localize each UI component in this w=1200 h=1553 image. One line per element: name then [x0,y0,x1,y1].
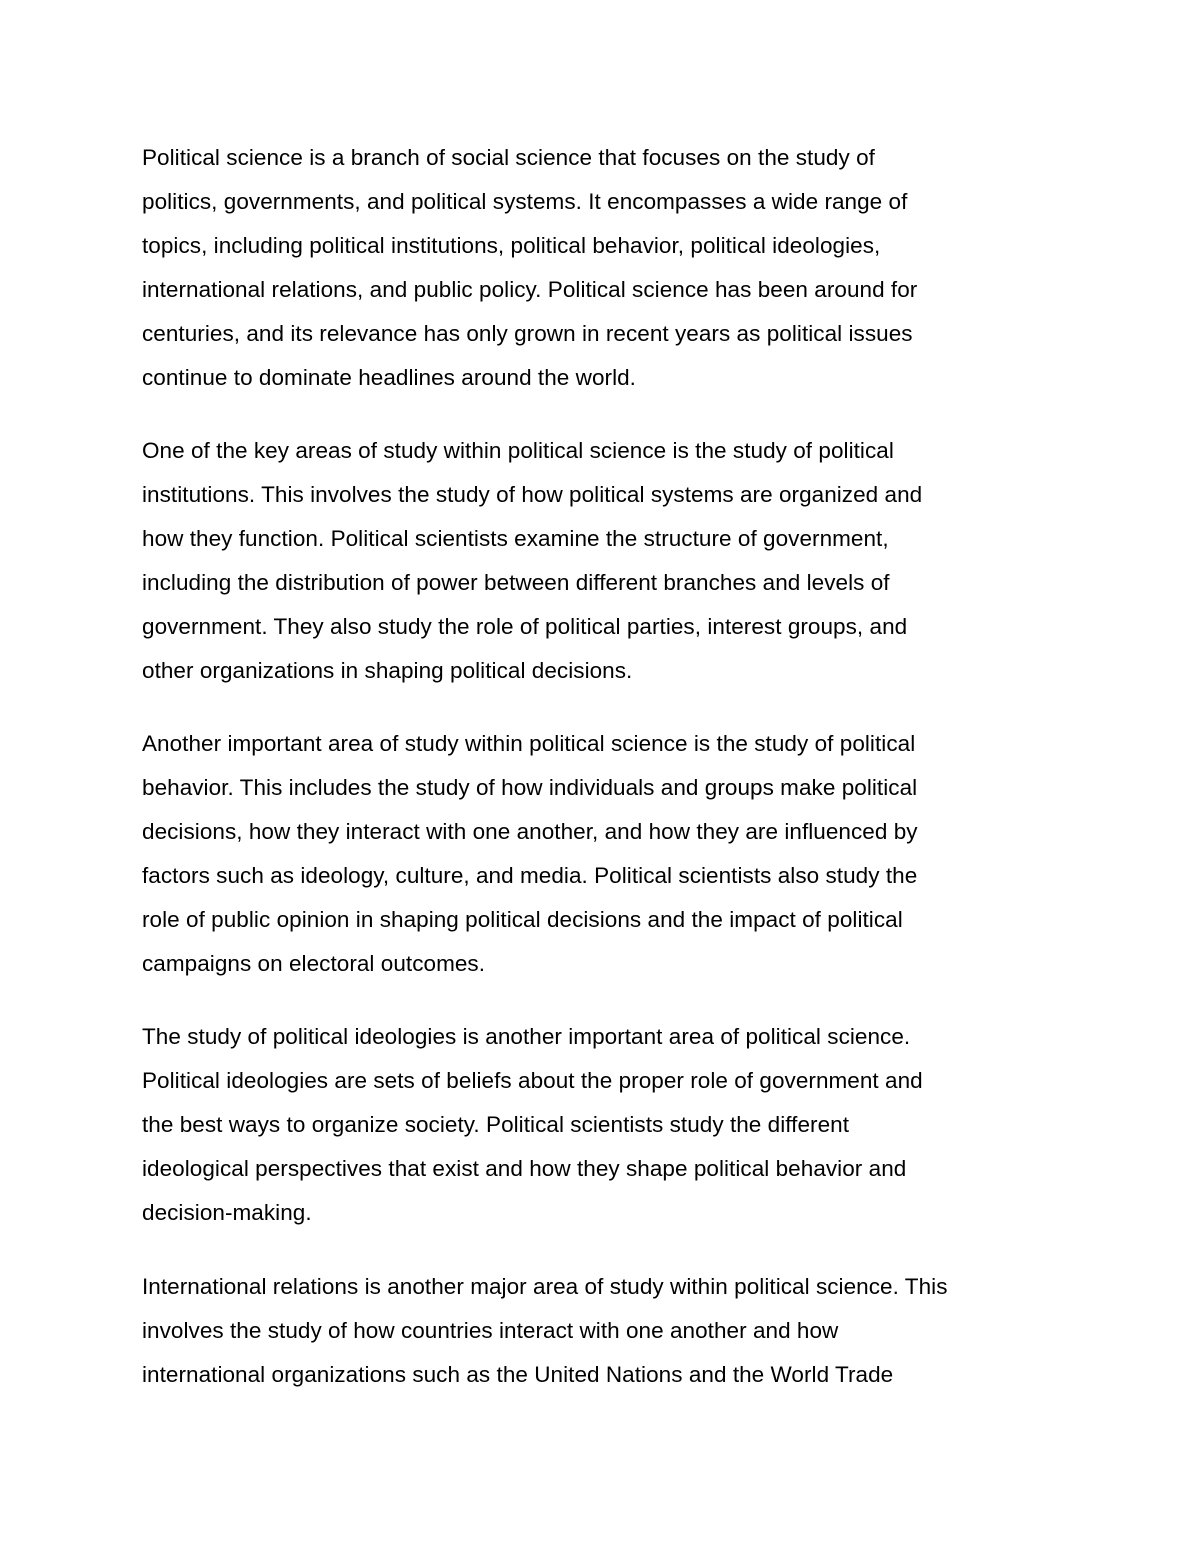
text-line: decision-making. [142,1200,312,1225]
text-line: factors such as ideology, culture, and media. Political scientists also study the [142,863,918,888]
text-line: campaigns on electoral outcomes. [142,951,486,976]
text-line: continue to dominate headlines around the world. [142,365,636,390]
text-line: international organizations such as the United Nations and the World Trade [142,1362,894,1387]
text-line: centuries, and its relevance has only grown in recent years as political issues [142,321,913,346]
text-line: International relations is another major area of study within political science. This [142,1274,948,1299]
text-line: other organizations in shaping political decisions. [142,658,633,683]
text-line: government. They also study the role of political parties, interest groups, and [142,614,908,639]
text-line: behavior. This includes the study of how individuals and groups make political [142,775,918,800]
text-line: topics, including political institutions, political behavior, political ideologies, [142,233,881,258]
text-line: decisions, how they interact with one another, and how they are influenced by [142,819,918,844]
text-line: involves the study of how countries interact with one another and how [142,1318,839,1343]
text-line: politics, governments, and political systems. It encompasses a wide range of [142,189,908,214]
text-line: role of public opinion in shaping political decisions and the impact of political [142,907,903,932]
text-line: the best ways to organize society. Political scientists study the different [142,1112,850,1137]
text-line: international relations, and public policy. Political science has been around for [142,277,918,302]
text-line: institutions. This involves the study of how political systems are organized and [142,482,923,507]
text-line: including the distribution of power between different branches and levels of [142,570,890,595]
text-line: The study of political ideologies is another important area of political science. [142,1024,911,1049]
text-line: Political science is a branch of social science that focuses on the study of [142,145,875,170]
text-line: Another important area of study within political science is the study of political [142,731,916,756]
text-line: Political ideologies are sets of beliefs about the proper role of government and [142,1068,923,1093]
text-line: how they function. Political scientists examine the structure of government, [142,526,889,551]
text-line: One of the key areas of study within political science is the study of political [142,438,894,463]
text-line: ideological perspectives that exist and how they shape political behavior and [142,1156,907,1181]
